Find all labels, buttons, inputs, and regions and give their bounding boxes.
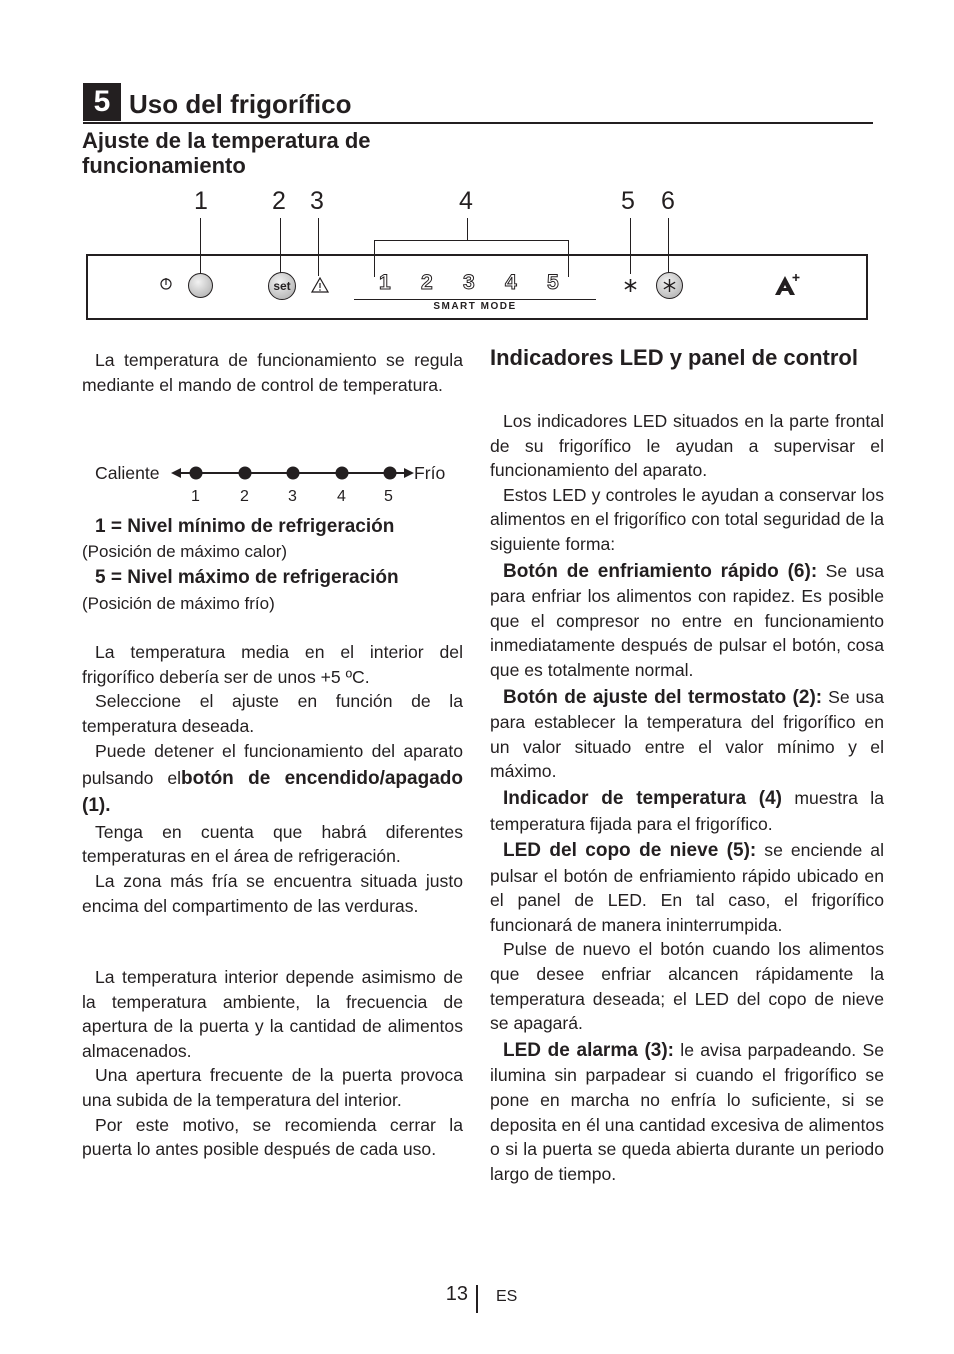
led-indicator-3: 3 (463, 271, 475, 294)
alarm-led-paragraph (490, 1038, 884, 1187)
power-button[interactable] (188, 273, 213, 298)
left-paragraph-1: La temperatura media en el interior del frigorífico debería ser de unos +5 ºC. (82, 642, 463, 687)
section-number-box: 5 (83, 83, 121, 121)
left-paragraph-7: Una apertura frecuente de la puerta provoca una subida de la temperatura del interior. (82, 1065, 463, 1110)
set-button[interactable] (268, 272, 296, 300)
callout-2: 2 (272, 187, 286, 215)
level-legend (82, 514, 463, 616)
callout-3: 3 (310, 187, 324, 215)
scale-line (170, 463, 415, 483)
left-paragraph-2: Seleccione el ajuste en función de la temperatura deseada. (82, 691, 463, 736)
scale-level-4: 4 (337, 488, 346, 505)
left-paragraph-5: La zona más fría se encuentra situada justo encima del compartimento de las verduras. (82, 871, 463, 916)
snowflake-button-icon (657, 273, 682, 298)
level-max-label: 5 = Nivel máximo de refrigeración (95, 567, 399, 588)
temp-indicator-text: muestra la temperatura fijada para el frigorífico. (490, 787, 884, 834)
fast-cool-paragraph (490, 559, 884, 683)
right-section-title: Indicadores LED y panel de control (490, 345, 858, 370)
snowflake-icon (623, 278, 638, 293)
level-min-label: 1 = Nivel mínimo de refrigeración (95, 516, 395, 537)
callout-1: 1 (194, 187, 208, 215)
left-paragraph-4: Tenga en cuenta que habrá diferentes temperaturas en el área de refrigeración. (82, 821, 463, 867)
page-number: 13 (445, 1283, 468, 1305)
snowflake-led-text: se enciende al pulsar el botón de enfriamiento rápido ubicado en el panel de LED. En tal caso, el frigorífico funcionará de manera ininterrumpida. (490, 840, 885, 935)
callout-4: 4 (459, 187, 473, 215)
scale-level-3: 3 (288, 488, 297, 505)
scale-level-2: 2 (240, 488, 249, 505)
led-indicator-1: 1 (379, 271, 391, 294)
press-again-paragraph: Pulse de nuevo el botón cuando los alimentos que desee enfriar alcancen rápidamente la temperatura deseada; el LED del copo de nieve se apagará. (490, 939, 884, 1034)
temp-indicator-paragraph (490, 786, 884, 836)
power-icon (159, 277, 173, 291)
scale-level-5: 5 (384, 488, 393, 505)
left-paragraph-6: La temperatura interior depende asimismo de la temperatura ambiente, la frecuencia de apertura de la puerta y la cantidad de alimentos almacenados. (82, 967, 463, 1061)
callout-5: 5 (621, 187, 635, 215)
fast-cool-button[interactable] (656, 272, 683, 299)
right-paragraph-1: Los indicadores LED situados en la parte frontal de su frigorífico le ayudan a supervisar el funcionamiento del aparato. (490, 411, 884, 481)
snowflake-led-paragraph (490, 838, 884, 937)
warning-triangle-icon (311, 277, 329, 293)
level-max-note: (Posición de máximo frío) (82, 594, 275, 613)
set-button-label: set (273, 279, 291, 293)
scale-level-1: 1 (191, 488, 200, 505)
temperature-scale (82, 460, 463, 510)
callout-6: 6 (661, 187, 675, 215)
left-body-block (82, 640, 463, 918)
section-title: Uso del frigorífico (129, 89, 352, 119)
language-code: ES (496, 1288, 518, 1305)
alarm-led-text: le avisa parpadeando. Se ilumina sin parpadear si cuando el frigorífico se pone en marcha no enfría lo suficiente, si se deposita en él una cantidad excesiva de alimentos o si la puerta se queda abierta durante un periodo largo de tiempo. (490, 1039, 884, 1184)
right-body-block (490, 409, 884, 1186)
callout-line-4 (467, 218, 468, 241)
led-indicator-2: 2 (421, 271, 433, 294)
subsection-title: Ajuste de la temperatura de funcionamiento (82, 128, 371, 178)
thermostat-text: Se usa para establecer la temperatura del frigorífico en un valor situado entre el valor mínimo y el máximo. (490, 686, 885, 782)
level-min-note: (Posición de máximo calor) (82, 542, 288, 561)
left-intro-block (82, 348, 463, 397)
a-plus-icon (773, 273, 801, 297)
footer-divider (476, 1285, 478, 1313)
temp-indicator-label: Indicador de temperatura (4) (503, 787, 782, 809)
thermostat-label: Botón de ajuste del termostato (2): (503, 686, 823, 708)
led-indicator-5: 5 (547, 271, 559, 294)
left-paragraph-3 (82, 738, 463, 820)
left-paragraph-8: Por este motivo, se recomienda cerrar la puerta lo antes posible después de cada uso. (82, 1114, 463, 1160)
section-rule (83, 122, 873, 124)
right-paragraph-2: Estos LED y controles le ayudan a conservar los alimentos en el frigorífico con total seguridad de la siguiente forma: (490, 484, 884, 554)
thermostat-paragraph (490, 685, 884, 784)
smart-mode-label: SMART MODE (433, 301, 517, 312)
fast-cool-label: Botón de enfriamiento rápido (6): (503, 560, 818, 582)
power-button-reference: botón de encendido/apagado (1). (82, 767, 463, 817)
power-off-text: Puede detener el funcionamiento del aparato pulsando el (82, 741, 463, 788)
left-body-block-2 (82, 965, 463, 1162)
intro-paragraph: La temperatura de funcionamiento se regula mediante el mando de control de temperatura. (82, 350, 463, 395)
snowflake-led-label: LED del copo de nieve (5): (503, 840, 757, 862)
scale-warm-label: Caliente (95, 463, 160, 483)
smart-mode-rule (354, 299, 596, 300)
scale-cold-label: Frío (414, 463, 446, 483)
fast-cool-text: Se usa para enfriar los alimentos con rapidez. Es posible que el compresor no entre en funcionamiento inmediatamente después de pulsar el botón, cosa que es totalmente normal. (490, 560, 885, 680)
alarm-led-label: LED de alarma (3): (503, 1039, 674, 1061)
led-indicator-4: 4 (505, 271, 517, 294)
